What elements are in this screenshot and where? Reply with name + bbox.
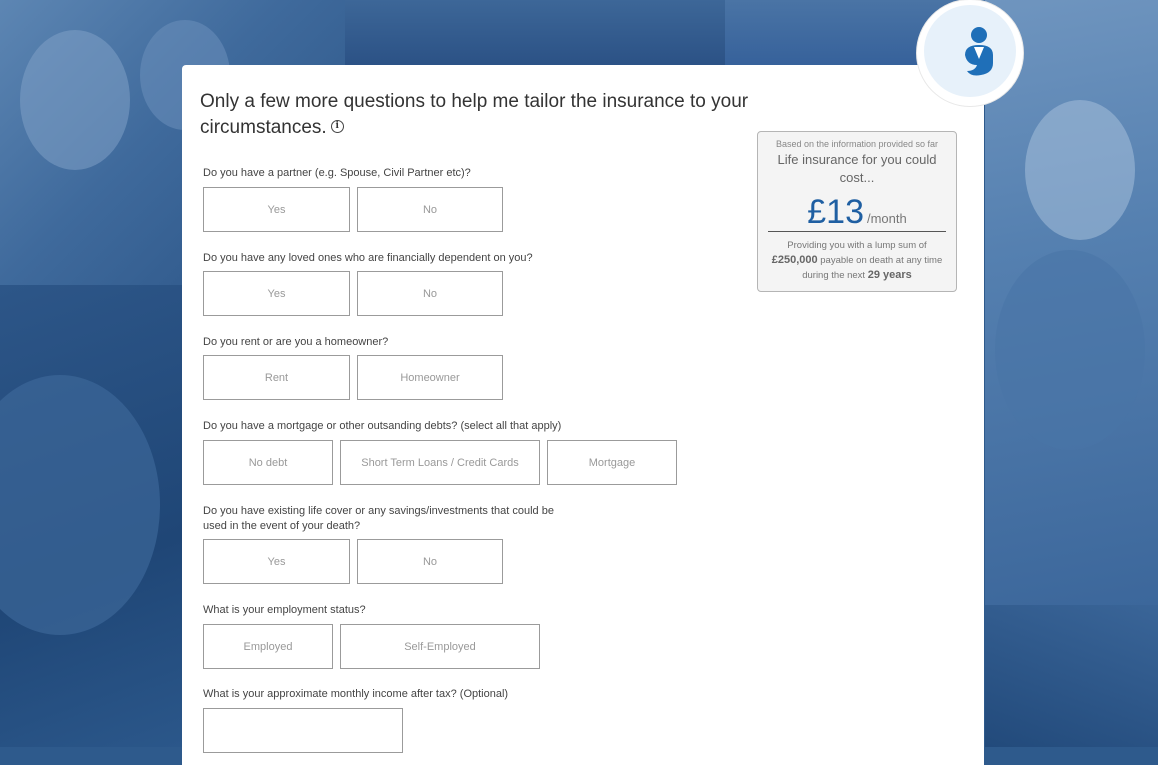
bg-photo-child [0, 285, 182, 747]
debts-no-debt-button[interactable]: No debt [203, 440, 333, 485]
question-existing-cover-line1: Do you have existing life cover or any savings/investments that could be [203, 505, 554, 517]
page-title [200, 89, 790, 141]
dependents-no-button[interactable]: No [357, 271, 503, 316]
dependents-yes-button[interactable]: Yes [203, 271, 350, 316]
housing-rent-button[interactable]: Rent [203, 355, 350, 400]
partner-yes-button[interactable]: Yes [203, 187, 350, 232]
info-icon[interactable]: i [331, 120, 344, 133]
housing-homeowner-button[interactable]: Homeowner [357, 355, 503, 400]
question-employment-label: What is your employment status? [203, 604, 366, 616]
page-title-text: Only a few more questions to help me tailor the insurance to your circumstances. [200, 91, 749, 138]
quote-life-text [768, 151, 946, 187]
quote-payable-text: payable on death at any time [820, 255, 943, 266]
employment-employed-button[interactable]: Employed [203, 624, 333, 669]
assistant-bubble-inner [924, 5, 1016, 97]
question-existing-cover-line2: used in the event of your death? [203, 520, 361, 532]
quote-per-month: /month [866, 211, 907, 226]
assistant-bubble[interactable] [917, 0, 1023, 106]
quote-divider [768, 231, 946, 232]
question-partner-label: Do you have a partner (e.g. Spouse, Civil Partner etc)? [203, 167, 471, 179]
question-dependents-label: Do you have any loved ones who are financially dependent on you? [203, 252, 533, 264]
quote-during-text: during the next [802, 270, 866, 281]
quote-term: 29 years [867, 269, 912, 281]
partner-no-button[interactable]: No [357, 187, 503, 232]
quote-price-row [758, 193, 956, 231]
employment-self-employed-button[interactable]: Self-Employed [340, 624, 540, 669]
question-existing-cover-label [203, 504, 554, 534]
existing-cover-yes-button[interactable]: Yes [203, 539, 350, 584]
income-input[interactable] [203, 708, 403, 753]
bg-photo-bottom-right [985, 605, 1158, 747]
quote-summary-box [757, 131, 957, 292]
quote-lump-sum: £250,000 [771, 254, 818, 266]
quote-life-line2: cost... [839, 170, 875, 185]
quote-intro: Based on the information provided so far [775, 139, 939, 149]
quote-price: £13 [807, 193, 864, 231]
question-housing-label: Do you rent or are you a homeowner? [203, 336, 389, 348]
question-debts-label: Do you have a mortgage or other outsanding debts? (select all that apply) [203, 420, 562, 432]
existing-cover-no-button[interactable]: No [357, 539, 503, 584]
bg-photo-woman-glasses [985, 0, 1158, 605]
question-income-label: What is your approximate monthly income after tax? (Optional) [203, 688, 509, 700]
debts-mortgage-button[interactable]: Mortgage [547, 440, 677, 485]
assistant-avatar-icon [957, 25, 1001, 81]
debts-short-term-loans-button[interactable]: Short Term Loans / Credit Cards [340, 440, 540, 485]
quote-life-line1: Life insurance for you could [777, 152, 937, 167]
bg-photo-top [345, 0, 725, 70]
quote-providing-prefix: Providing you with a lump sum of [787, 240, 927, 251]
quote-providing-text [758, 238, 956, 283]
